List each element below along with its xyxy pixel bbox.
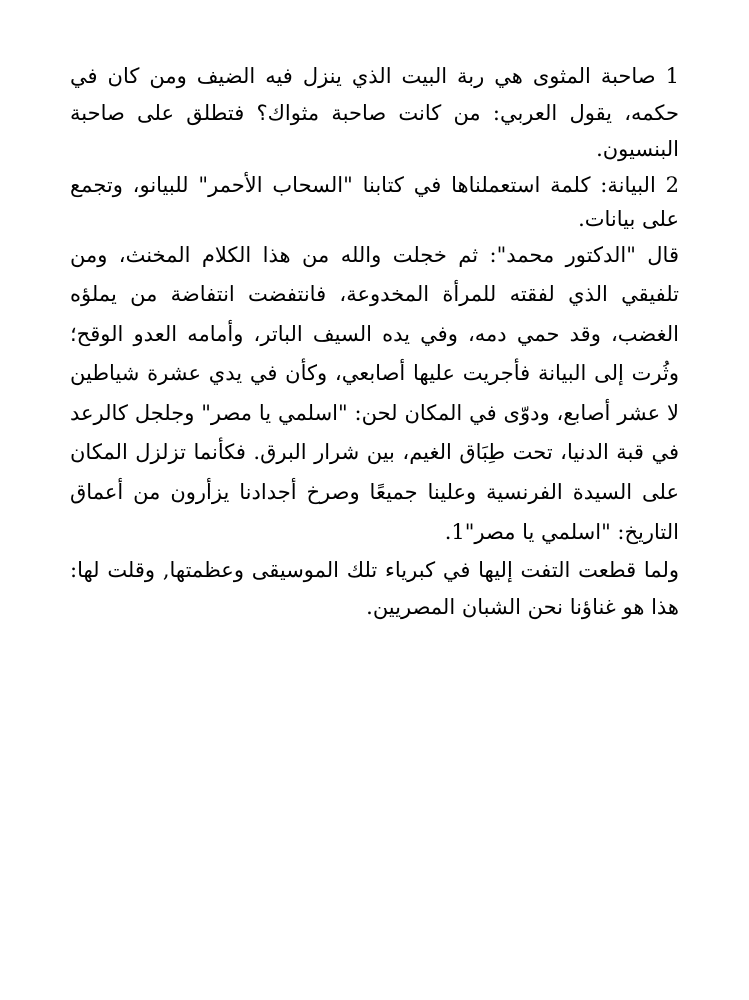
body-paragraph-1: قال "الدكتور محمد": ثم خجلت والله من هذا الكلام المخنث، ومن تلفيقي الذي لفقته للمرأة المخدوعة، فانتفضت انتفاضة من يملؤه الغضب، وقد حمي دمه، وفي يده السيف الباتر، وأمامه العدو الوقح؛ وثُرت إلى البيانة فأجريت عليها أصابعي، وكأن في يدي عشرة شياطين لا عشر أصابع، ودوّى في المكان لحن: "اسلمي يا مصر" وجلجل كالرعد في قبة الدنيا، تحت طِبَاق الغيم، بين شرار البرق. فكأنما تزلزل المكان على السيدة الفرنسية وعلينا جميعًا وصرخ أجدادنا يزأرون من أعماق التاريخ: "اسلمي يا مصر"1. — [70, 242, 679, 544]
footnote-1: 1 صاحبة المثوى هي ربة البيت الذي ينزل فيه الضيف ومن كان في حكمه، يقول العربي: من كانت صاحبة مثواك؟ فتطلق على صاحبة البنسيون. — [70, 64, 679, 161]
body-paragraph-2: ولما قطعت التفت إليها في كبرياء تلك الموسيقى وعظمتها, وقلت لها: هذا هو غناؤنا نحن الشبان المصريين. — [70, 558, 679, 619]
footnote-2: 2 البيانة: كلمة استعملناها في كتابنا "السحاب الأحمر" للبيانو، وتجمع على بيانات. — [70, 172, 679, 231]
